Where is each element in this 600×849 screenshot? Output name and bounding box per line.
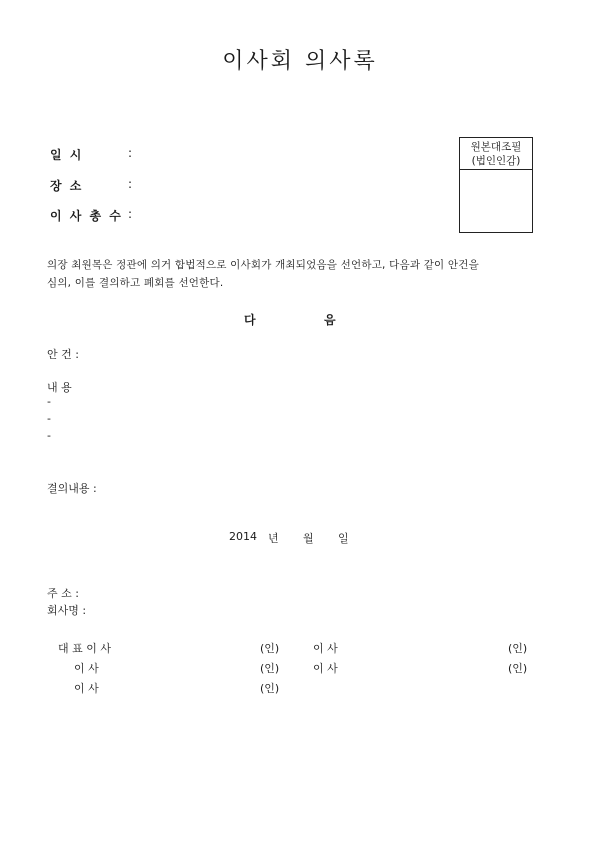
director-4-label: 이 사: [74, 682, 99, 695]
date-month-unit: 월: [303, 532, 314, 545]
agenda-label: 안 건 :: [47, 348, 79, 361]
director-1-label: 이 사: [74, 662, 99, 675]
director-2-label: 이 사: [313, 642, 338, 655]
seal-stamp-box: [459, 137, 533, 233]
address-label: 주 소 :: [47, 587, 79, 600]
director-2-seal: (인): [508, 642, 528, 655]
place-colon: :: [128, 177, 133, 191]
director-4-seal: (인): [260, 682, 280, 695]
seal-stamp-line2: (법인인감): [471, 155, 521, 167]
directors-count-colon: :: [128, 207, 133, 221]
place-label: 장 소: [50, 179, 84, 193]
director-3-seal: (인): [508, 662, 528, 675]
director-3-label: 이 사: [313, 662, 338, 675]
company-name-label: 회사명 :: [47, 604, 87, 617]
directors-count-label: 이 사 총 수: [50, 209, 123, 223]
heading-da: 다: [244, 313, 256, 327]
content-dash-1: -: [47, 395, 51, 408]
content-label: 내 용: [47, 381, 72, 394]
date-year: 2014: [229, 530, 257, 543]
seal-stamp-line1: 원본대조필: [470, 141, 522, 153]
date-year-unit: 년: [268, 532, 279, 545]
content-dash-3: -: [47, 429, 51, 442]
heading-eum: 음: [324, 313, 336, 327]
rep-director-seal: (인): [260, 642, 280, 655]
seal-stamp-header: [460, 138, 532, 170]
datetime-colon: :: [128, 146, 133, 160]
director-1-seal: (인): [260, 662, 280, 675]
date-day-unit: 일: [338, 532, 349, 545]
content-dash-2: -: [47, 412, 51, 425]
resolution-label: 결의내용 :: [47, 482, 97, 495]
intro-line-2: 심의, 이를 결의하고 폐회를 선언한다.: [47, 277, 224, 289]
intro-line-1: 의장 최원목은 정관에 의거 합법적으로 이사회가 개최되었음을 선언하고, 다음과 같이 안건을: [47, 259, 479, 271]
datetime-label: 일 시: [50, 148, 84, 162]
document-title: 이사회 의사록: [222, 49, 378, 74]
rep-director-label: 대 표 이 사: [58, 642, 111, 655]
